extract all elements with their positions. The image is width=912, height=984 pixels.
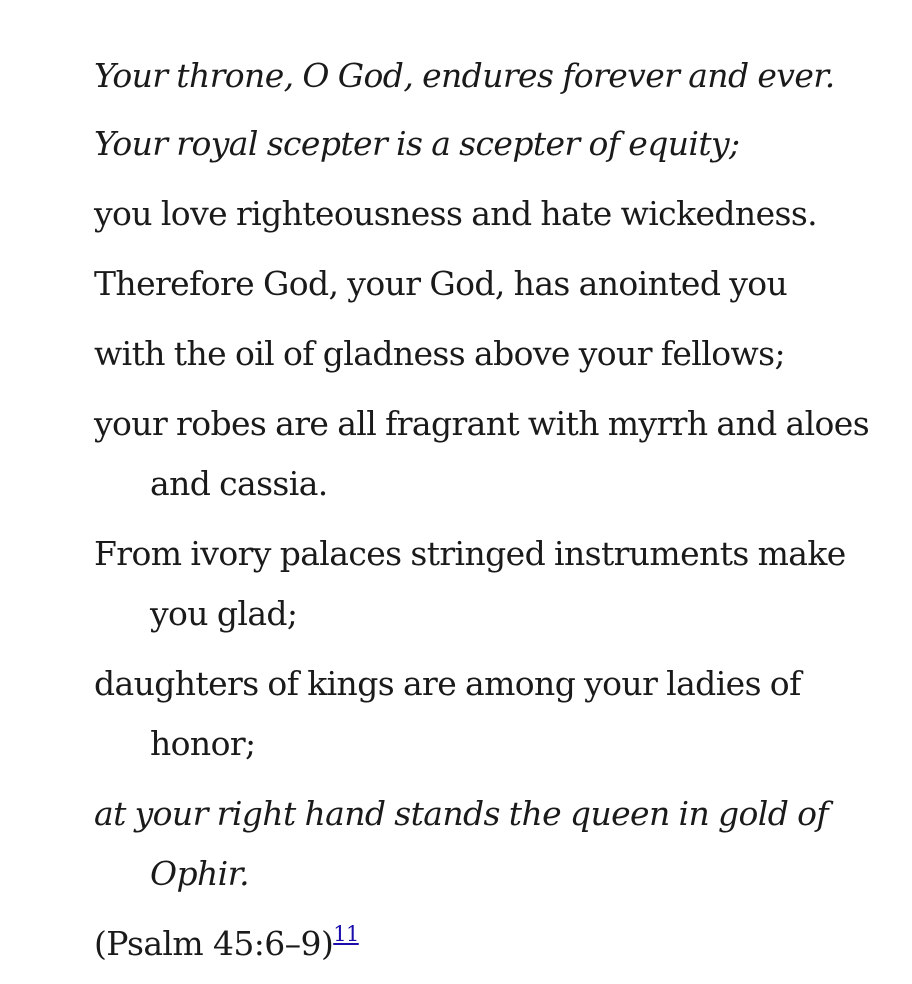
poem-line-6: your robes are all fragrant with myrrh and aloes and cassia. <box>94 404 870 503</box>
poem-line-8: daughters of kings are among your ladies of honor; <box>94 664 801 763</box>
poem-line-5: with the oil of gladness above your fellows; <box>94 334 785 373</box>
poem-line-1: Your throne, O God, endures forever and ever. <box>94 56 835 95</box>
footnote-link[interactable]: 11 <box>333 922 359 946</box>
poem-block <box>94 46 894 974</box>
poem-line-3: you love righteousness and hate wickedness. <box>94 194 818 233</box>
poem-line-9: at your right hand stands the queen in gold of Ophir. <box>94 794 829 893</box>
citation <box>94 914 894 974</box>
poem-line-7: From ivory palaces stringed instruments make you glad; <box>94 534 846 633</box>
poem-line-4: Therefore God, your God, has anointed you <box>94 264 788 303</box>
citation-text: (Psalm 45:6–9) <box>94 924 334 963</box>
poem-line-2: Your royal scepter is a scepter of equity; <box>94 124 740 163</box>
